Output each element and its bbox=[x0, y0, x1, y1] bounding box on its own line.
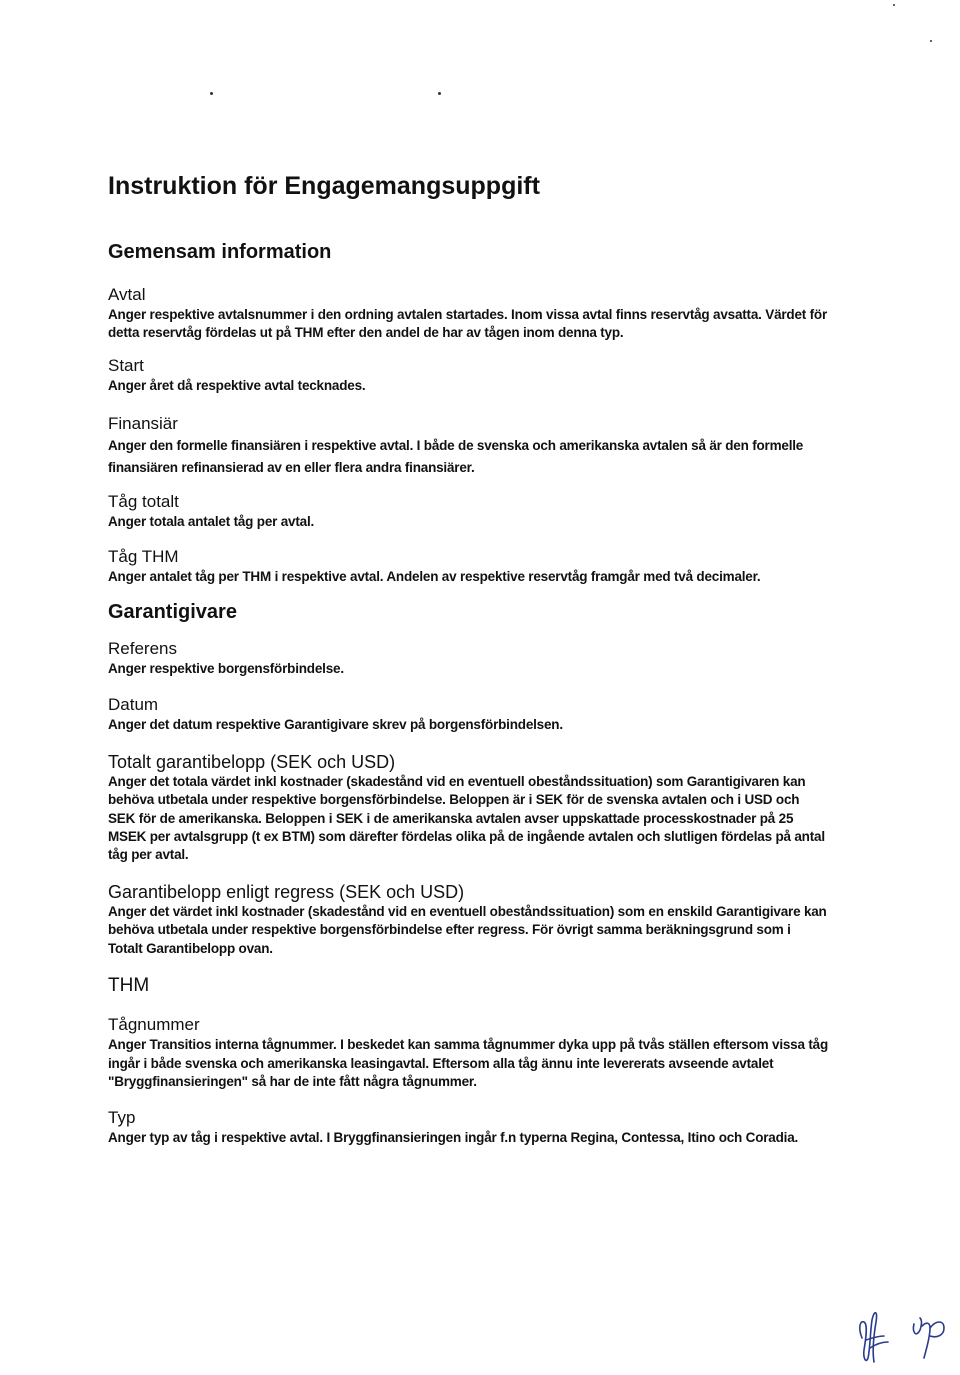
field-title: Totalt garantibelopp (SEK och USD) bbox=[108, 751, 396, 772]
field-body: Anger respektive borgensförbindelse. bbox=[108, 661, 344, 677]
field-body: Anger året då respektive avtal tecknades. bbox=[108, 377, 366, 393]
field-title: Tåg THM bbox=[108, 546, 179, 566]
field-avtal bbox=[108, 284, 828, 343]
field-title: Tåg totalt bbox=[108, 492, 179, 512]
field-tag-thm bbox=[108, 546, 828, 586]
field-body: Anger totala antalet tåg per avtal. bbox=[108, 514, 315, 530]
field-finansiar bbox=[108, 413, 828, 479]
handwritten-initials bbox=[848, 1298, 958, 1370]
scan-speck bbox=[210, 92, 213, 95]
field-body: Anger respektive avtalsnummer i den ordning avtalen startades. Inom vissa avtal finns reservtåg avsatta. Värdet för detta reservtåg fördelas ut på THM efter den andel de har av tågen inom denna typ. bbox=[108, 307, 828, 341]
field-datum bbox=[108, 694, 828, 734]
field-title: Start bbox=[108, 355, 144, 375]
scan-speck bbox=[438, 92, 441, 95]
field-body: Anger det totala värdet inkl kostnader (skadestånd vid en eventuell obeståndssituation) som Garantigivaren kan behöva utbetala under respektive borgensförbindelse. Beloppen är i SEK för de svenska avtalen och i USD och SEK för de amerikanska. Beloppen i SEK i de amerikanska avtalen avser uppskattade processkostnader på 25 MSEK per avtalsgrupp (t ex BTM) som därefter fördelas olika på de ingående avtalen och slutligen fördelas på antal tåg per avtal. bbox=[108, 773, 825, 863]
field-garantibelopp-regress bbox=[108, 881, 828, 958]
scan-speck bbox=[893, 4, 895, 6]
section-heading-thm: THM bbox=[108, 975, 150, 997]
field-totalt-garantibelopp bbox=[108, 751, 828, 865]
field-typ bbox=[108, 1107, 828, 1147]
field-body: Anger den formelle finansiären i respektive avtal. I både de svenska och amerikanska avtalen så är den formelle finansiären refinansierad av en eller flera andra finansiärer. bbox=[108, 438, 804, 476]
scan-speck bbox=[930, 40, 932, 42]
section-heading-gemensam: Gemensam information bbox=[108, 241, 332, 263]
field-title: Tågnummer bbox=[108, 1015, 200, 1035]
field-body: Anger Transitios interna tågnummer. I beskedet kan samma tågnummer dyka upp på tvås ställen eftersom vissa tåg ingår i både svenska och amerikanska leasingavtal. Eftersom alla tåg ännu inte levererats avseende avtalet "Bryggfinansieringen" så har de inte fått några tågnummer. bbox=[108, 1037, 828, 1089]
field-title: Typ bbox=[108, 1108, 136, 1128]
field-title: Avtal bbox=[108, 285, 146, 304]
field-body: Anger det värdet inkl kostnader (skadestånd vid en eventuell obeståndssituation) som en enskild Garantigivare kan behöva utbetala under respektive borgensförbindelse efter regress. För övrigt samma beräkningsgrund som i Totalt Garantibelopp ovan. bbox=[108, 903, 827, 956]
field-title: Referens bbox=[108, 639, 177, 659]
field-title: Garantibelopp enligt regress (SEK och USD) bbox=[108, 881, 465, 902]
field-title: Finansiär bbox=[108, 414, 178, 434]
field-start bbox=[108, 355, 828, 395]
field-body: Anger det datum respektive Garantigivare skrev på borgensförbindelsen. bbox=[108, 717, 563, 733]
field-tagnummer bbox=[108, 1014, 828, 1091]
field-body: Anger typ av tåg i respektive avtal. I Bryggfinansieringen ingår f.n typerna Regina, Contessa, Itino och Coradia. bbox=[108, 1130, 799, 1146]
document-body bbox=[108, 168, 828, 1148]
page-title: Instruktion för Engagemangsuppgift bbox=[108, 172, 540, 200]
field-tag-totalt bbox=[108, 491, 828, 531]
section-heading-garantigivare: Garantigivare bbox=[108, 601, 237, 624]
field-body: Anger antalet tåg per THM i respektive avtal. Andelen av respektive reservtåg framgår med två decimaler. bbox=[108, 568, 761, 584]
field-title: Datum bbox=[108, 695, 159, 715]
field-referens bbox=[108, 638, 828, 678]
